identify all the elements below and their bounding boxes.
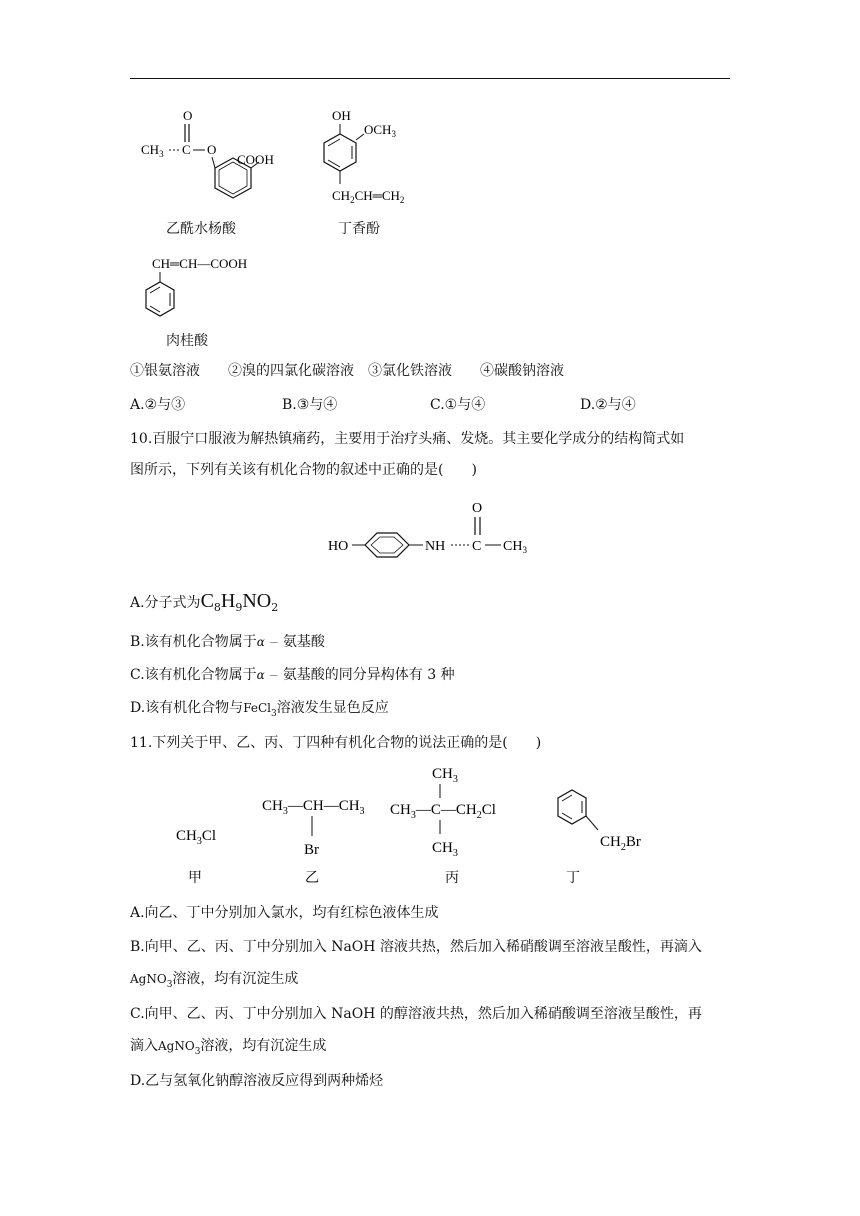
bing-ch3-bottom: $CH_3$ <box>432 840 458 859</box>
ho-label: HO <box>328 539 349 554</box>
q9-option-c: C.①与④ <box>430 397 486 413</box>
q9-option-a: A.②与③ <box>130 397 186 413</box>
header-rule <box>130 78 730 79</box>
och3-label: $OCH_3$ <box>364 122 396 139</box>
q10-option-d: D.该有机化合物与FeCl$_3$溶液发生显色反应 <box>130 700 389 719</box>
o-link-label: O <box>207 142 217 157</box>
q11-option-b-line1: B.向甲、乙、丙、丁中分别加入 NaOH 溶液共热，然后加入稀硝酸调至溶液呈酸性，再滴入 <box>130 939 702 955</box>
cinnamic-caption: 肉桂酸 <box>166 333 208 349</box>
acetylsalicylic-caption: 乙酰水杨酸 <box>166 221 236 237</box>
carbonyl-o-label: O <box>472 501 483 516</box>
eugenol-caption: 丁香酚 <box>338 221 380 237</box>
ch3-label: $CH_3$ <box>503 539 527 555</box>
paracetamol-structure <box>325 495 545 565</box>
q9-option-b: B.③与④ <box>282 397 338 413</box>
o-top-label: O <box>183 108 193 123</box>
allyl-chain: $CH_2CH═CH_2$ <box>332 188 405 205</box>
nh-label: NH <box>425 539 446 554</box>
yi-br: Br <box>304 842 319 858</box>
acetylsalicylic-structure <box>135 100 295 210</box>
bing-label: 丙 <box>445 871 459 886</box>
ch3-label: $CH_3$ <box>141 142 164 159</box>
q11-option-a: A.向乙、丁中分别加入氯水，均有红棕色液体生成 <box>130 905 439 921</box>
bing-ch3-top: $CH_3$ <box>432 766 458 785</box>
q10-option-c: C.该有机化合物属于α － 氨基酸的同分异构体有 3 种 <box>130 667 455 683</box>
ding-ch2br: $CH_2Br$ <box>600 834 641 853</box>
q10-option-a: A.分子式为$C_8H_9NO_2$ <box>130 590 279 614</box>
q10-stem-line1: 10.百服宁口服液为解热镇痛药，主要用于治疗头痛、发烧。其主要化学成分的结构简式如 <box>130 431 685 447</box>
cinnamic-chain: CH═CH—COOH <box>152 256 248 271</box>
cinnamic-structure <box>138 254 278 326</box>
cooh-label: COOH <box>237 152 274 167</box>
q11-option-c-line2: 滴入AgNO$_3$溶液，均有沉淀生成 <box>130 1038 327 1057</box>
ding-label: 丁 <box>566 871 580 886</box>
q11-structures <box>170 760 670 890</box>
q11-option-c-line1: C.向甲、乙、丙、丁中分别加入 NaOH 的醇溶液共热，然后加入稀硝酸调至溶液呈酸性，再 <box>130 1006 702 1022</box>
q9-reagents: ①银氨溶液 ②溴的四氯化碳溶液 ③氯化铁溶液 ④碳酸钠溶液 <box>130 363 564 379</box>
oh-label: OH <box>332 108 351 123</box>
q11-option-d: D.乙与氢氧化钠醇溶液反应得到两种烯烃 <box>130 1073 384 1089</box>
bing-chain: $CH_3—C—CH_2Cl$ <box>390 802 496 821</box>
jia-formula: $CH_3Cl$ <box>176 828 217 847</box>
jia-label: 甲 <box>188 871 202 886</box>
q9-option-d: D.②与④ <box>580 397 636 413</box>
carbonyl-c-label: C <box>472 539 482 554</box>
yi-label: 乙 <box>305 871 319 886</box>
q10-option-b: B.该有机化合物属于α － 氨基酸 <box>130 634 325 650</box>
q11-stem: 11.下列关于甲、乙、丙、丁四种有机化合物的说法正确的是( ) <box>130 735 542 751</box>
eugenol-structure <box>320 100 450 210</box>
yi-chain: $CH_3—CH—CH_3$ <box>262 798 365 817</box>
q11-option-b-line2: AgNO$_3$溶液，均有沉淀生成 <box>130 971 299 990</box>
q10-stem-line2: 图所示，下列有关该有机化合物的叙述中正确的是( ) <box>130 462 477 478</box>
c-label: C <box>182 142 191 157</box>
